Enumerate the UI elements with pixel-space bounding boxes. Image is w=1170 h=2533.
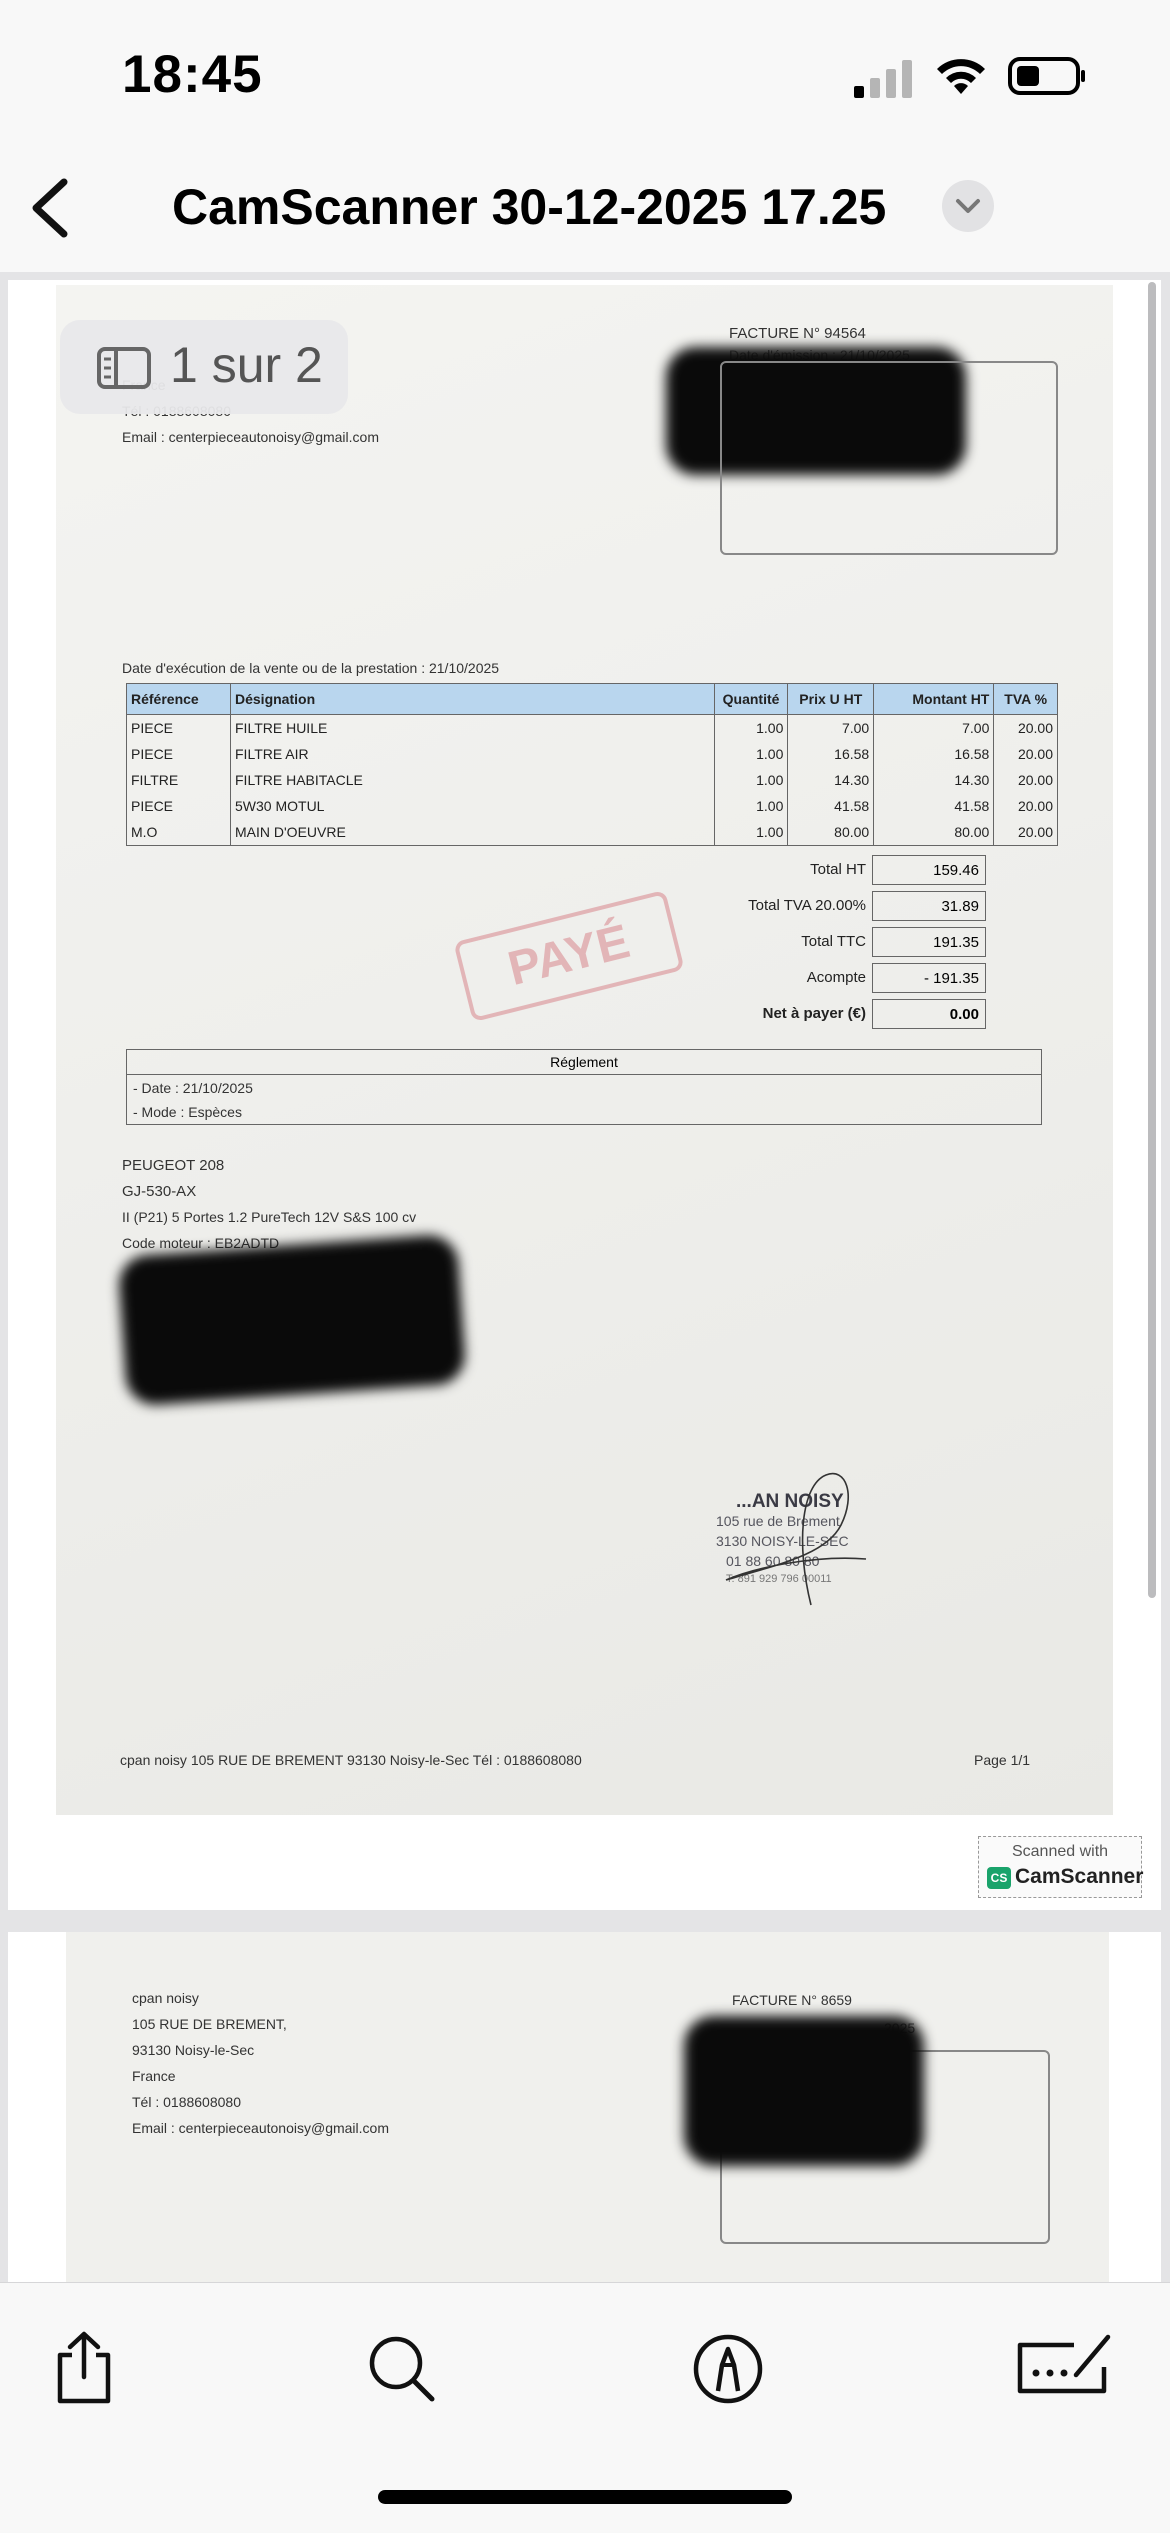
cell: 1.00 <box>714 715 788 742</box>
cell: 7.00 <box>874 715 994 742</box>
cell: MAIN D'OEUVRE <box>231 819 715 846</box>
document-title[interactable]: CamScanner 30-12-2025 17.25 <box>172 179 887 235</box>
cell: 20.00 <box>994 767 1058 793</box>
net-label: Net à payer (€) <box>762 1005 866 1022</box>
payment-title: Réglement <box>127 1050 1041 1075</box>
document-viewer[interactable] <box>0 272 1170 2282</box>
table-row <box>127 767 1058 793</box>
page-number-label: Page 1/1 <box>974 1752 1031 1768</box>
signature-scribble <box>716 1455 946 1625</box>
col-header: Montant HT <box>874 684 994 715</box>
cell: 20.00 <box>994 819 1058 846</box>
total-ht-label: Total HT <box>810 861 866 878</box>
stamp-line: T: 891 929 796 00011 <box>726 1573 832 1585</box>
cell: 14.30 <box>874 767 994 793</box>
cell: FILTRE HUILE <box>231 715 715 742</box>
vehicle-model: PEUGEOT 208 <box>122 1157 225 1174</box>
total-tva-value: 31.89 <box>872 891 986 921</box>
cell: 7.00 <box>788 715 874 742</box>
wifi-icon <box>934 54 988 98</box>
payment-box <box>126 1049 1042 1125</box>
execution-date: Date d'exécution de la vente ou de la prestation : 21/10/2025 <box>122 660 500 676</box>
title-menu-button[interactable] <box>942 180 994 232</box>
chevron-down-icon <box>942 180 994 232</box>
page-indicator[interactable] <box>60 320 348 414</box>
cell: PIECE <box>127 715 231 742</box>
scrollbar[interactable] <box>1148 282 1156 1598</box>
table-header-row <box>127 684 1058 715</box>
cell: 16.58 <box>874 741 994 767</box>
cell: 80.00 <box>874 819 994 846</box>
total-tva-label: Total TVA 20.00% <box>748 897 866 914</box>
cell: 41.58 <box>874 793 994 819</box>
back-chevron-icon[interactable] <box>14 168 94 248</box>
vehicle-version: II (P21) 5 Portes 1.2 PureTech 12V S&S 100 cv <box>122 1209 417 1225</box>
col-header: Prix U HT <box>788 684 874 715</box>
camscanner-logo-icon: CS <box>987 1867 1011 1889</box>
vehicle-engine-code: Code moteur : EB2ADTD <box>122 1235 280 1251</box>
col-header: Désignation <box>231 684 715 715</box>
share-icon[interactable] <box>44 2329 124 2409</box>
cell: 16.58 <box>788 741 874 767</box>
invoice-scan-1 <box>56 285 1113 1815</box>
cell: PIECE <box>127 741 231 767</box>
invoice-footer: cpan noisy 105 RUE DE BREMENT 93130 Noisy-le-Sec Tél : 0188608080 <box>120 1752 582 1768</box>
cell: FILTRE AIR <box>231 741 715 767</box>
total-ht-value: 159.46 <box>872 855 986 885</box>
stamp-line: ...AN NOISY <box>736 1491 844 1512</box>
battery-icon <box>1008 56 1088 96</box>
cell: FILTRE <box>127 767 231 793</box>
acompte-label: Acompte <box>806 969 866 986</box>
stamp-line: 3130 NOISY-LE-SEC <box>716 1533 849 1549</box>
cell: 1.00 <box>714 793 788 819</box>
shop-stamp <box>716 1455 946 1625</box>
acompte-value: - 191.35 <box>872 963 986 993</box>
cell: 41.58 <box>788 793 874 819</box>
cell: 1.00 <box>714 767 788 793</box>
vehicle-plate: GJ-530-AX <box>122 1183 197 1200</box>
col-header: Quantité <box>714 684 788 715</box>
company-email: Email : centerpieceautonoisy@gmail.com <box>132 2120 389 2136</box>
page-indicator-label: 1 sur 2 <box>170 337 323 393</box>
cell: 20.00 <box>994 715 1058 742</box>
cell: M.O <box>127 819 231 846</box>
table-row <box>127 793 1058 819</box>
cell: 80.00 <box>788 819 874 846</box>
pdf-page-1 <box>8 280 1161 1910</box>
cell: 5W30 MOTUL <box>231 793 715 819</box>
invoice-number: FACTURE N° 94564 <box>729 325 866 342</box>
watermark-caption: Scanned with <box>1011 1843 1109 1860</box>
total-ttc-value: 191.35 <box>872 927 986 957</box>
company-phone: Tél : 0188608080 <box>132 2094 241 2110</box>
paid-stamp: PAYÉ <box>453 890 684 1022</box>
company-email: Email : centerpieceautonoisy@gmail.com <box>122 429 379 445</box>
recipient-address-box <box>720 361 1058 555</box>
watermark-brand: CamScanner <box>1015 1865 1144 1888</box>
payment-mode: - Mode : Espèces <box>133 1104 242 1120</box>
sidebar-icon <box>96 346 152 390</box>
company-line: cpan noisy <box>132 1990 199 2006</box>
stamp-line: 01 88 60 80 80 <box>726 1553 820 1569</box>
total-ttc-label: Total TTC <box>801 933 866 950</box>
col-header: Référence <box>127 684 231 715</box>
stamp-line: 105 rue de Brement <box>716 1513 840 1529</box>
cell: 14.30 <box>788 767 874 793</box>
status-time: 18:45 <box>122 45 263 104</box>
table-row <box>127 819 1058 846</box>
net-value: 0.00 <box>872 999 986 1029</box>
cell: 20.00 <box>994 741 1058 767</box>
markup-icon[interactable] <box>688 2329 768 2409</box>
cell: PIECE <box>127 793 231 819</box>
cell: 1.00 <box>714 741 788 767</box>
payment-date: - Date : 21/10/2025 <box>133 1080 253 1096</box>
signature-icon[interactable] <box>1014 2329 1114 2409</box>
cell: 1.00 <box>714 819 788 846</box>
cellular-signal-icon <box>852 58 918 98</box>
invoice-number: FACTURE N° 8659 <box>732 1992 852 2008</box>
company-line: France <box>132 2068 176 2084</box>
redaction-mark <box>684 2016 924 2166</box>
table-row <box>127 741 1058 767</box>
camscanner-watermark <box>978 1836 1142 1898</box>
table-row <box>127 715 1058 742</box>
company-line: 105 RUE DE BREMENT, <box>132 2016 287 2032</box>
invoice-scan-2 <box>66 1932 1109 2282</box>
search-icon[interactable] <box>362 2329 442 2409</box>
home-indicator <box>378 2490 792 2504</box>
col-header: TVA % <box>994 684 1058 715</box>
cell: 20.00 <box>994 793 1058 819</box>
invoice-table <box>126 683 1058 846</box>
redaction-mark <box>117 1233 467 1406</box>
cell: FILTRE HABITACLE <box>231 767 715 793</box>
pdf-page-2 <box>8 1932 1161 2282</box>
company-line: 93130 Noisy-le-Sec <box>132 2042 255 2058</box>
navigation-bar <box>0 150 1170 274</box>
status-bar <box>0 0 1170 150</box>
